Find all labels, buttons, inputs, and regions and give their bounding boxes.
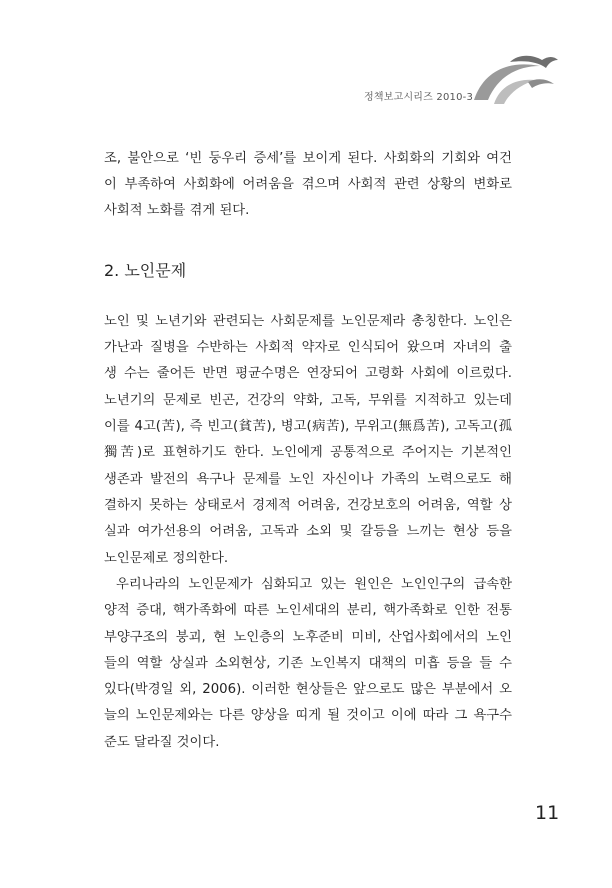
text-line: 노인문제로 정의한다. — [104, 551, 229, 566]
text-line: 이 부족하여 사회화에 어려움을 겪으며 사회적 관련 상황의 변화로 — [104, 177, 512, 192]
text-line: 생존과 발전의 욕구나 문제를 노인 자신이나 가족의 노력으로도 해 — [104, 472, 512, 487]
text-line: 실과 여가선용의 어려움, 고독과 소외 및 갈등을 느끼는 현상 등을 — [104, 524, 512, 539]
text-line: 가난과 질병을 수반하는 사회적 약자로 인식되어 왔으며 자녀의 출 — [104, 340, 512, 355]
text-line: 생 수는 줄어든 반면 평균수명은 연장되어 고령화 사회에 이르렀다. — [104, 366, 512, 381]
text-line: 사회적 노화를 겪게 된다. — [104, 203, 250, 218]
text-line: 늘의 노인문제와는 다른 양상을 띠게 될 것이고 이에 따라 그 욕구수 — [104, 708, 512, 723]
series-title: 정책보고시리즈 2010-3 — [364, 92, 474, 103]
text-line: 부양구조의 붕괴, 현 노인층의 노후준비 미비, 산업사회에서의 노인 — [104, 630, 512, 645]
text-line: 노년기의 문제로 빈곤, 건강의 약화, 고독, 무위를 지적하고 있는데 — [104, 393, 512, 408]
text-line: 조, 불안으로 ‘빈 둥우리 증세’를 보이게 된다. 사회화의 기회와 여건 — [104, 151, 512, 166]
text-line: 양적 증대, 핵가족화에 따른 노인세대의 분리, 핵가족화로 인한 전통 — [104, 603, 512, 618]
page-number: 11 — [535, 802, 560, 824]
text-line: 있다(박경일 외, 2006). 이러한 현상들은 앞으로도 많은 부분에서 오 — [104, 682, 512, 697]
text-line: 獨苦)로 표현하기도 한다. 노인에게 공통적으로 주어지는 기본적인 — [104, 445, 512, 460]
text-line: 준도 달라질 것이다. — [104, 735, 220, 750]
bird-swoosh-logo-icon — [470, 52, 560, 108]
text-line: 이를 4고(苦), 즉 빈고(貧苦), 병고(病苦), 무위고(無爲苦), 고독고(孤 — [104, 419, 512, 434]
text-line: 결하지 못하는 상태로서 경제적 어려움, 건강보호의 어려움, 역할 상 — [104, 498, 512, 513]
text-line: 들의 역할 상실과 소외현상, 기존 노인복지 대책의 미흡 등을 들 수 — [104, 656, 512, 671]
text-line: 노인 및 노년기와 관련되는 사회문제를 노인문제라 총칭한다. 노인은 — [104, 314, 512, 329]
section-heading: 2. 노인문제 — [104, 261, 187, 280]
text-line: 우리나라의 노인문제가 심화되고 있는 원인은 노인인구의 급속한 — [116, 577, 512, 592]
